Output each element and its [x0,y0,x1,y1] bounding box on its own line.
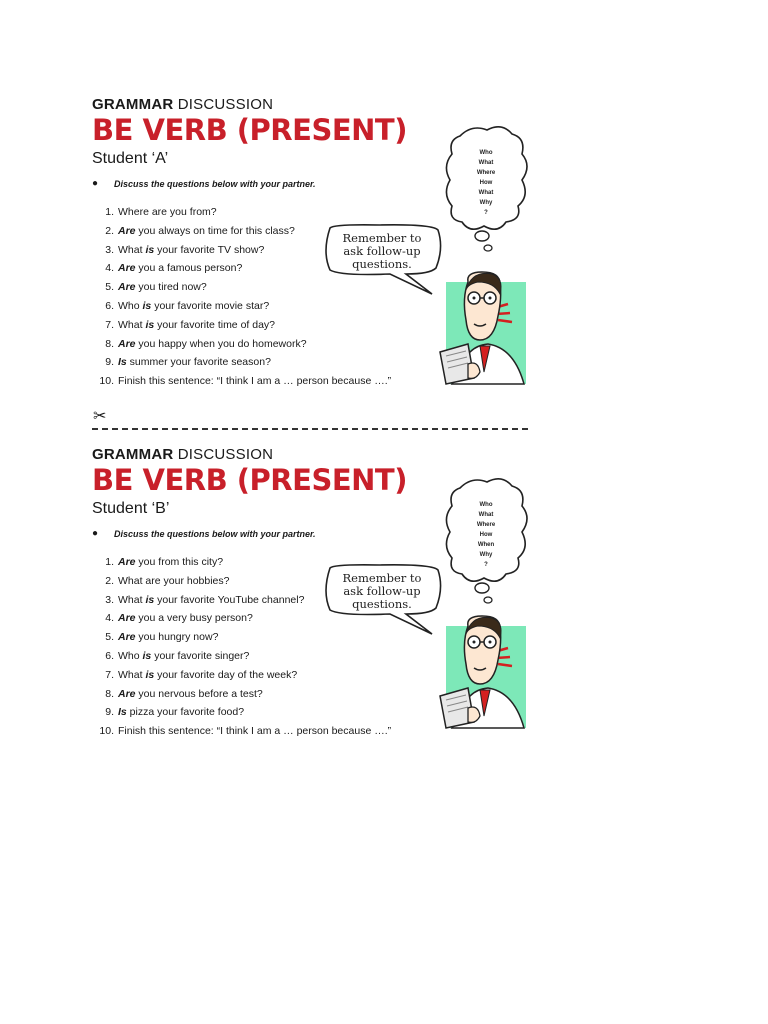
question-post: you tired now? [135,281,207,294]
page-title: BE VERB (PRESENT) [92,113,407,147]
question-post: your favorite TV show? [154,243,265,256]
question-num: 1. [105,556,114,568]
question-pre: Who [118,649,143,662]
question-num: 7. [105,668,114,681]
question-post: your favorite time of day? [154,318,276,331]
grammar-discussion-heading [92,446,532,463]
speech-line: ask follow-up [343,584,421,598]
question-verb: Are [118,281,136,294]
instruction-text: Discuss the questions below with your partner. [114,179,316,189]
question-num: 8. [105,337,114,350]
question-verb: Is [118,706,127,719]
question-pre: Who [118,299,143,312]
question-verb: Are [118,556,136,568]
scissors-icon: ✂ [93,408,107,425]
question-num: 9. [105,706,114,719]
question-verb: Are [118,687,136,700]
thought-bubble [442,474,532,609]
question-verb: is [142,299,152,312]
heading-thin: DISCUSSION [177,96,274,113]
page-title: BE VERB (PRESENT) [92,463,407,497]
thought-word: What [478,512,494,518]
question-post: your favorite day of the week? [154,668,298,681]
teacher-illustration [438,612,528,730]
question-verb: is [145,243,155,256]
question-post: you nervous before a test? [135,687,263,700]
instruction-text: Discuss the questions below with your partner. [114,529,316,539]
question-verb: Are [118,612,136,625]
student-label: Student ‘A’ [92,150,169,167]
thought-word: What [478,160,494,166]
question-verb: is [145,318,155,331]
question-num: 5. [105,281,114,294]
thought-word: Where [476,170,496,176]
thought-word: Why [479,552,493,558]
question-pre: What [118,243,146,256]
question-post: you from this city? [135,556,224,568]
question-post: you a very busy person? [135,612,253,625]
question-num: 3. [105,243,114,256]
question-post: What are your hobbies? [118,574,230,587]
question-num: 5. [105,631,114,644]
question-verb: is [145,668,155,681]
thought-word: What [478,190,494,196]
question-num: 10. [99,375,114,388]
question-num: 4. [105,612,114,625]
question-verb: is [142,649,152,662]
question-verb: Are [118,224,136,237]
question-post: your favorite YouTube channel? [154,593,305,606]
question-verb: Are [118,631,136,644]
thought-word: Who [479,502,493,508]
question-num: 4. [105,262,114,275]
question-verb: Is [118,356,127,369]
speech-line: Remember to [342,571,422,585]
heading-thin: DISCUSSION [177,446,274,463]
question-post: summer your favorite season? [126,356,271,369]
question-pre: What [118,593,146,606]
teacher-illustration [438,268,528,386]
thought-word: Who [479,150,493,156]
student-label: Student ‘B’ [92,500,170,517]
question-num: 10. [99,725,114,738]
grammar-discussion-heading [92,96,532,113]
thought-word: ? [484,210,488,216]
thought-word: Why [479,200,493,206]
bullet-icon: ● [92,528,99,539]
question-num: 1. [105,206,114,218]
question-post: your favorite movie star? [151,299,270,312]
thought-bubble [442,122,532,257]
question-num: 8. [105,687,114,700]
cut-line [92,428,528,430]
speech-line: Remember to [342,231,422,245]
thought-word: How [479,180,493,186]
question-num: 7. [105,318,114,331]
question-post: you happy when you do homework? [135,337,307,350]
question-verb: Are [118,337,136,350]
question-post: you hungry now? [135,631,219,644]
question-pre: What [118,668,146,681]
bullet-icon: ● [92,178,99,189]
thought-word: When [477,542,495,548]
speech-line: questions. [352,597,412,611]
question-num: 2. [105,224,114,237]
speech-bubble [320,222,446,298]
heading-bold: GRAMMAR [92,96,174,113]
question-post: Finish this sentence: “I think I am a … person because ….” [118,725,392,738]
question-post: your favorite singer? [151,649,250,662]
question-post: you always on time for this class? [135,224,295,237]
question-num: 3. [105,593,114,606]
speech-line: ask follow-up [343,244,421,258]
question-verb: is [145,593,155,606]
thought-word: How [479,532,493,538]
question-num: 2. [105,574,114,587]
question-post: pizza your favorite food? [126,706,245,719]
question-num: 9. [105,356,114,369]
thought-word: Where [476,522,496,528]
question-num: 6. [105,299,114,312]
question-verb: Are [118,262,136,275]
question-post: you a famous person? [135,262,243,275]
speech-line: questions. [352,257,412,271]
speech-bubble [320,562,446,638]
question-post: Finish this sentence: “I think I am a … person because ….” [118,375,392,388]
question-num: 6. [105,649,114,662]
heading-bold: GRAMMAR [92,446,174,463]
question-pre: What [118,318,146,331]
question-post: Where are you from? [118,206,217,218]
thought-word: ? [484,562,488,568]
